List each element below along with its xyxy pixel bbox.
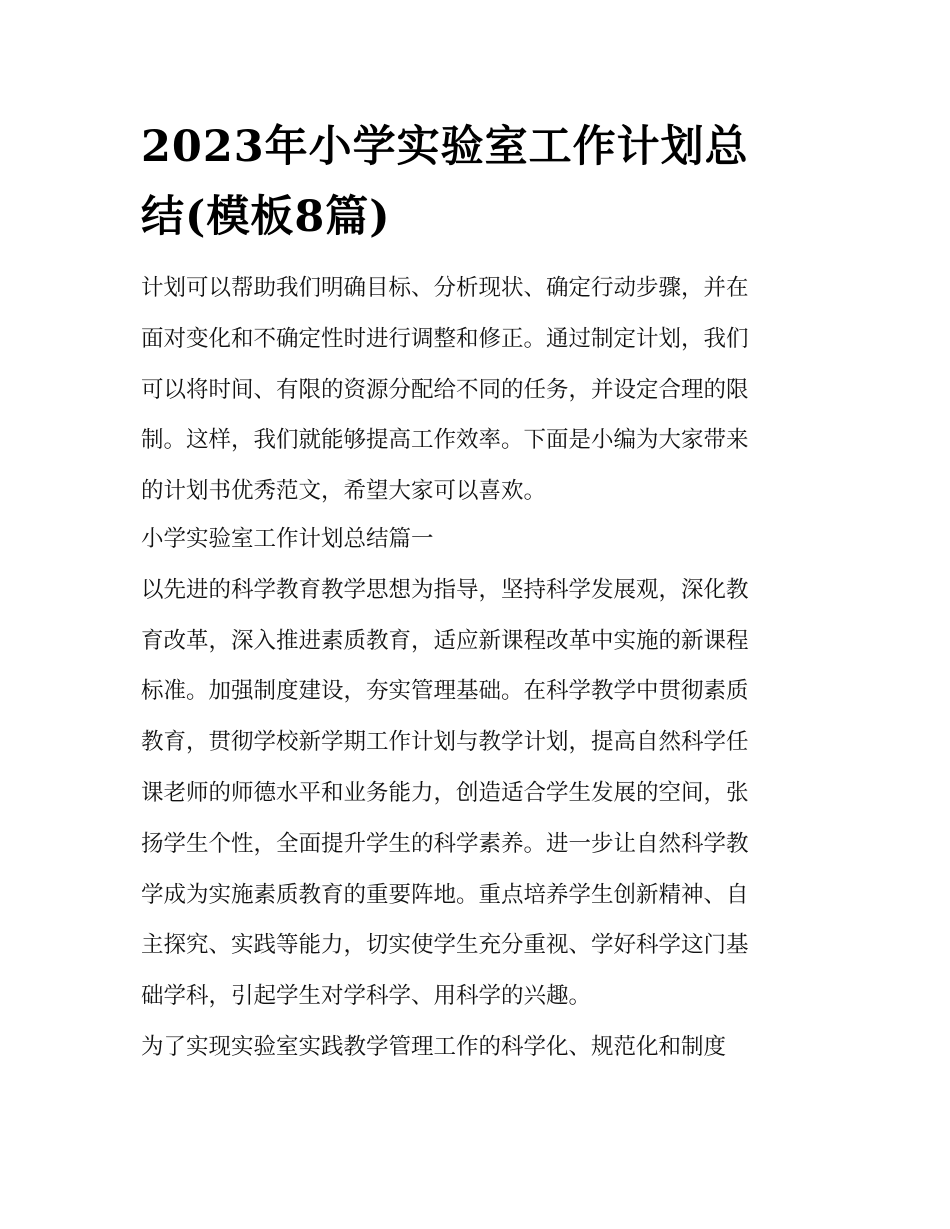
text-line: 小学实验室工作计划总结篇一 [141,525,434,552]
text-line: 制。这样，我们就能够提高工作效率。下面是小编为大家带来 [141,427,749,454]
text-line: 标准。加强制度建设，夯实管理基础。在科学教学中贯彻素质 [141,678,749,705]
section-heading [141,514,813,565]
title-line: 结(模板8篇) [141,192,391,242]
body-paragraph [141,1022,813,1073]
intro-paragraph [141,263,813,517]
text-line: 育改革，深入推进素质教育，适应新课程改革中实施的新课程 [141,627,749,654]
document-title [141,112,813,252]
text-line: 可以将时间、有限的资源分配给不同的任务，并设定合理的限 [141,376,749,403]
text-line: 学成为实施素质教育的重要阵地。重点培养学生创新精神、自 [141,881,749,908]
document-page [141,112,813,1073]
text-line: 面对变化和不确定性时进行调整和修正。通过制定计划，我们 [141,325,749,352]
text-line: 以先进的科学教育教学思想为指导，坚持科学发展观，深化教 [141,576,749,603]
text-line: 为了实现实验室实践教学管理工作的科学化、规范化和制度 [141,1033,727,1060]
body-paragraph [141,565,813,1022]
document-body [141,263,813,1073]
text-line: 课老师的师德水平和业务能力，创造适合学生发展的空间，张 [141,779,749,806]
text-line: 础学科，引起学生对学科学、用科学的兴趣。 [141,983,592,1010]
text-line: 扬学生个性，全面提升学生的科学素养。进一步让自然科学教 [141,830,749,857]
text-line: 计划可以帮助我们明确目标、分析现状、确定行动步骤，并在 [141,275,749,301]
text-line: 主探究、实践等能力，切实使学生充分重视、学好科学这门基 [141,932,749,959]
text-line: 教育，贯彻学校新学期工作计划与教学计划，提高自然科学任 [141,729,749,756]
title-line: 2023年小学实验室工作计划总 [141,122,749,172]
text-line: 的计划书优秀范文，希望大家可以喜欢。 [141,478,547,505]
